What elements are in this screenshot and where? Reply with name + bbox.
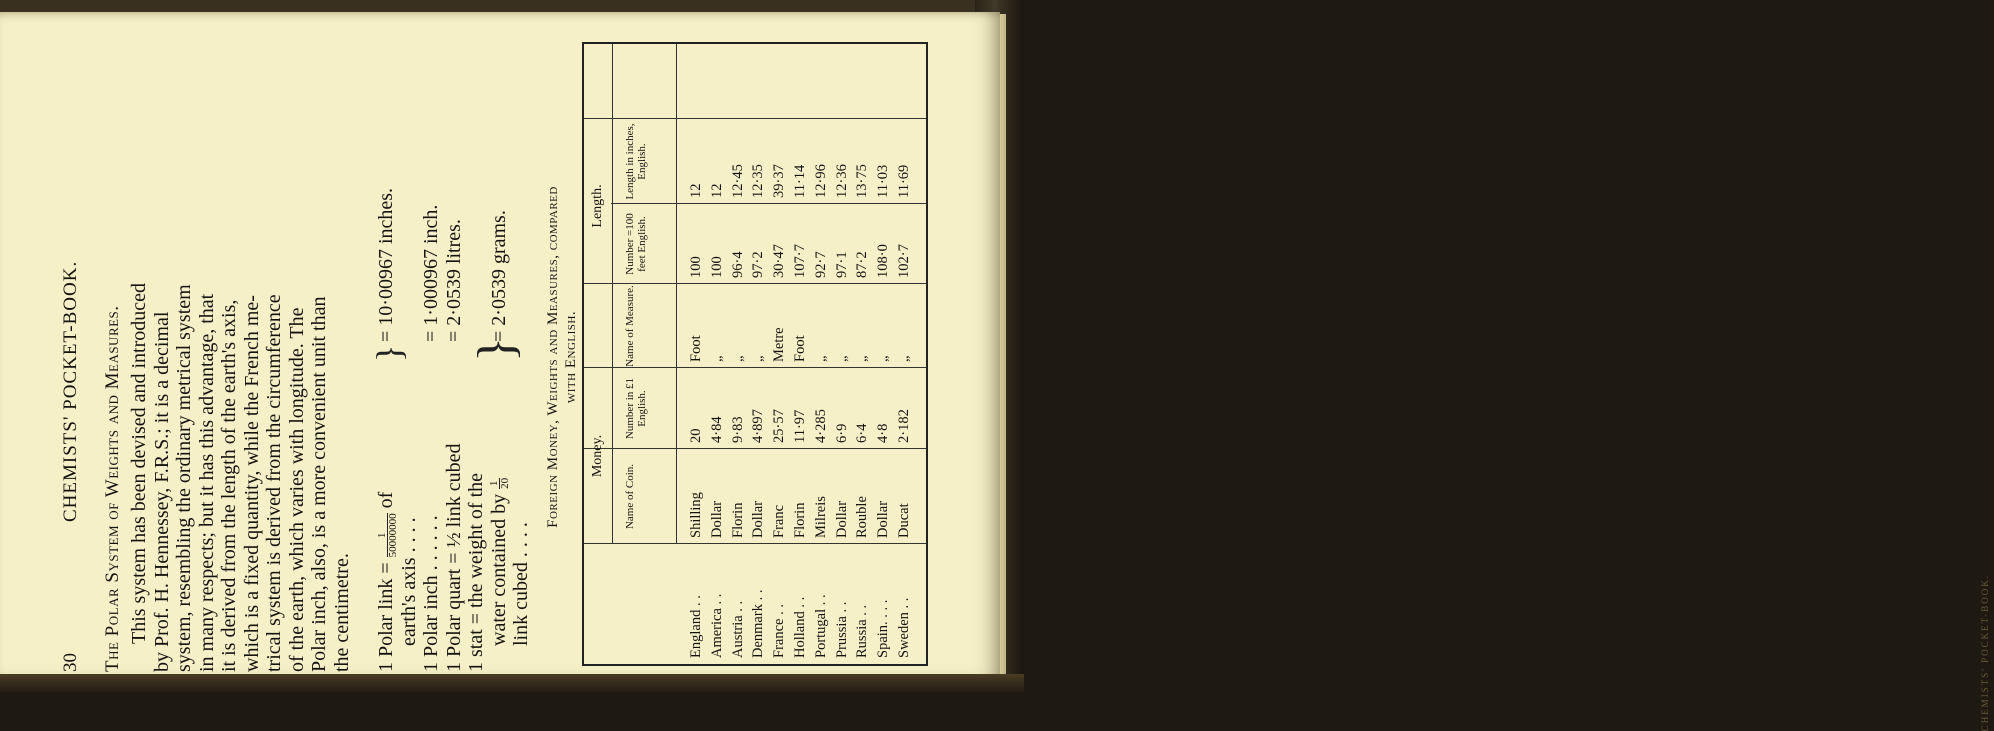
paragraph-line: This system has been devised and introduced: [128, 282, 150, 644]
number-in-pound-cell: 20: [688, 428, 704, 443]
table-group-rule: [612, 44, 613, 544]
number-100ft-cell: 87·2: [854, 251, 871, 278]
country-cell: Holland . .: [792, 596, 808, 658]
number-100ft-cell: 100: [708, 256, 725, 278]
paragraph-line: which is a fixed quantity, while the French me-: [240, 295, 263, 672]
coin-cell: Dollar: [875, 500, 892, 538]
measure-cell: „: [708, 355, 725, 362]
running-header: [60, 42, 86, 672]
measure-cell: „: [896, 355, 912, 362]
number-in-pound-cell: 4·285: [812, 409, 829, 443]
number-100ft-cell: 97·2: [750, 251, 767, 278]
paragraph-line: it is derived from the length of the earth's axis,: [218, 299, 240, 672]
number-100ft-cell: 92·7: [812, 251, 829, 278]
country-cell: Denmark . .: [750, 589, 767, 658]
measure-cell: Foot: [688, 335, 704, 362]
equation-rhs: = 1·000967 inch.: [420, 204, 442, 342]
length-inches-cell: 12: [688, 183, 704, 198]
number-100ft-cell: 97·1: [833, 251, 850, 278]
table-title-line1: Foreign Money, Weights and Measures, compared: [545, 186, 561, 528]
measure-cell: „: [875, 355, 892, 362]
fraction-numerator: 1: [489, 478, 500, 489]
coin-cell: Dollar: [750, 500, 767, 538]
equation-line: [420, 42, 443, 672]
column-header: Length in inches, English.: [624, 123, 648, 200]
equation-line: [443, 42, 466, 672]
number-100ft-cell: 30·47: [771, 244, 788, 278]
paragraph-line: system, resembling the ordinary metrical system: [173, 284, 195, 672]
equation-lhs: 1 Polar quart = ½ link cubed: [442, 443, 465, 672]
measure-cell: „: [854, 355, 871, 362]
brace-symbol: }: [468, 337, 525, 362]
country-cell: Sweden . .: [896, 597, 912, 658]
equation-lhs: water contained by 1 20: [487, 477, 512, 646]
table-title-line2: with English.: [563, 310, 579, 404]
fraction-denominator: 20: [499, 477, 512, 489]
length-inches-cell: 12·36: [833, 164, 850, 198]
column-header: Number in £1 English.: [624, 377, 648, 440]
number-in-pound-cell: 6·4: [854, 423, 871, 443]
number-in-pound-cell: 4·84: [708, 416, 725, 443]
coin-cell: Dollar: [708, 500, 725, 538]
number-100ft-cell: 100: [688, 256, 704, 278]
measure-cell: Metre: [771, 327, 788, 362]
intro-paragraph: [128, 42, 353, 672]
coin-cell: Florin: [729, 502, 746, 538]
country-cell: America . .: [708, 593, 725, 658]
paragraph-line: the centimetre.: [330, 553, 353, 672]
length-inches-cell: 11·14: [792, 164, 808, 198]
column-header: Name of Coin.: [624, 463, 636, 530]
facing-page-running-head: CHEMISTS' POCKET-BOOK.: [1980, 574, 1990, 731]
section-heading-text: The Polar System of Weights and Measures.: [102, 305, 123, 672]
length-inches-cell: 12·35: [750, 164, 767, 198]
length-inches-cell: 11·69: [896, 164, 912, 198]
coin-cell: Rouble: [854, 496, 871, 538]
table-title: [544, 42, 580, 672]
foreign-money-table: [582, 42, 928, 666]
country-cell: Russia . .: [854, 604, 871, 658]
length-group-header: Length.: [590, 184, 605, 228]
length-inches-cell: 13·75: [854, 164, 871, 198]
rotated-page-content: [60, 42, 960, 672]
country-cell: Portugal . .: [812, 594, 829, 658]
measure-cell: „: [750, 355, 767, 362]
fraction-numerator: 1: [377, 513, 388, 557]
country-cell: England . .: [688, 595, 704, 658]
book-page: [0, 12, 1000, 674]
number-in-pound-cell: 11·97: [792, 409, 808, 443]
paragraph-line: in many respects; but it has this advantage, that: [195, 293, 218, 672]
money-group-header: Money.: [590, 434, 605, 478]
paragraph-line: trical system is derived from the circumference: [263, 294, 285, 672]
fraction: [377, 513, 398, 557]
equation-lhs: 1 stat = the weight of the: [465, 472, 487, 672]
equation-lhs: link cubed . . . .: [510, 522, 532, 646]
number-in-pound-cell: 6·9: [833, 423, 850, 443]
length-inches-cell: 12: [708, 183, 725, 198]
number-100ft-cell: 102·7: [896, 244, 912, 278]
measure-cell: „: [729, 355, 746, 362]
section-heading: [102, 42, 124, 672]
measure-cell: Foot: [792, 335, 808, 362]
fraction: [489, 478, 510, 489]
length-inches-cell: 12·96: [812, 164, 829, 198]
bottom-binding-edge: [0, 674, 1024, 692]
coin-cell: Ducat: [896, 503, 912, 538]
column-header: Name of Measure.: [624, 285, 636, 367]
paragraph-line: Polar inch, also, is a more convenient unit than: [308, 296, 330, 672]
number-in-pound-cell: 2·182: [896, 409, 912, 443]
coin-cell: Dollar: [833, 500, 850, 538]
coin-cell: Franc: [771, 504, 788, 538]
coin-cell: Milreis: [812, 496, 829, 538]
table-header-rule: [676, 44, 677, 544]
country-cell: Prussia . .: [833, 601, 850, 658]
country-cell: Austria . .: [729, 600, 746, 658]
number-100ft-cell: 108·0: [875, 244, 892, 278]
equation-rhs: = 2·0539 grams.: [487, 210, 510, 342]
number-in-pound-cell: 25·57: [771, 409, 788, 443]
number-100ft-cell: 96·4: [729, 251, 746, 278]
number-in-pound-cell: 9·83: [729, 416, 746, 443]
length-inches-cell: 12·45: [729, 164, 746, 198]
number-100ft-cell: 107·7: [792, 244, 808, 278]
brace-symbol: }: [369, 344, 409, 362]
paragraph-line: by Prof. H. Hennessey, F.R.S.; it is a decimal: [150, 311, 173, 672]
equation-rhs: = 10·00967 inches.: [375, 187, 397, 342]
column-header: Number =100 feet English.: [624, 213, 648, 275]
country-cell: France . .: [771, 604, 788, 658]
paragraph-line: of the earth, which varies with longitude. The: [285, 307, 308, 672]
length-inches-cell: 39·37: [771, 164, 788, 198]
coin-cell: Florin: [792, 502, 808, 538]
equation-lhs: earth's axis . . . .: [397, 517, 420, 646]
number-in-pound-cell: 4·8: [875, 423, 892, 443]
measure-cell: „: [833, 355, 850, 362]
equation-lhs: 1 Polar inch . . . . . .: [420, 515, 442, 672]
polar-equivalents: [369, 42, 533, 672]
number-in-pound-cell: 4·897: [750, 409, 767, 443]
equation-rhs: = 2·0539 litres.: [442, 219, 465, 342]
equation-lhs: 1 Polar link = 1 50000000 of: [375, 491, 399, 672]
length-inches-cell: 11·03: [875, 164, 892, 198]
page-number: 30: [60, 653, 81, 672]
measure-cell: „: [812, 355, 829, 362]
fraction-denominator: 50000000: [386, 513, 399, 558]
country-cell: Spain. . . .: [875, 599, 892, 658]
running-title: CHEMISTS' POCKET-BOOK.: [60, 260, 81, 522]
coin-cell: Shilling: [688, 492, 704, 538]
